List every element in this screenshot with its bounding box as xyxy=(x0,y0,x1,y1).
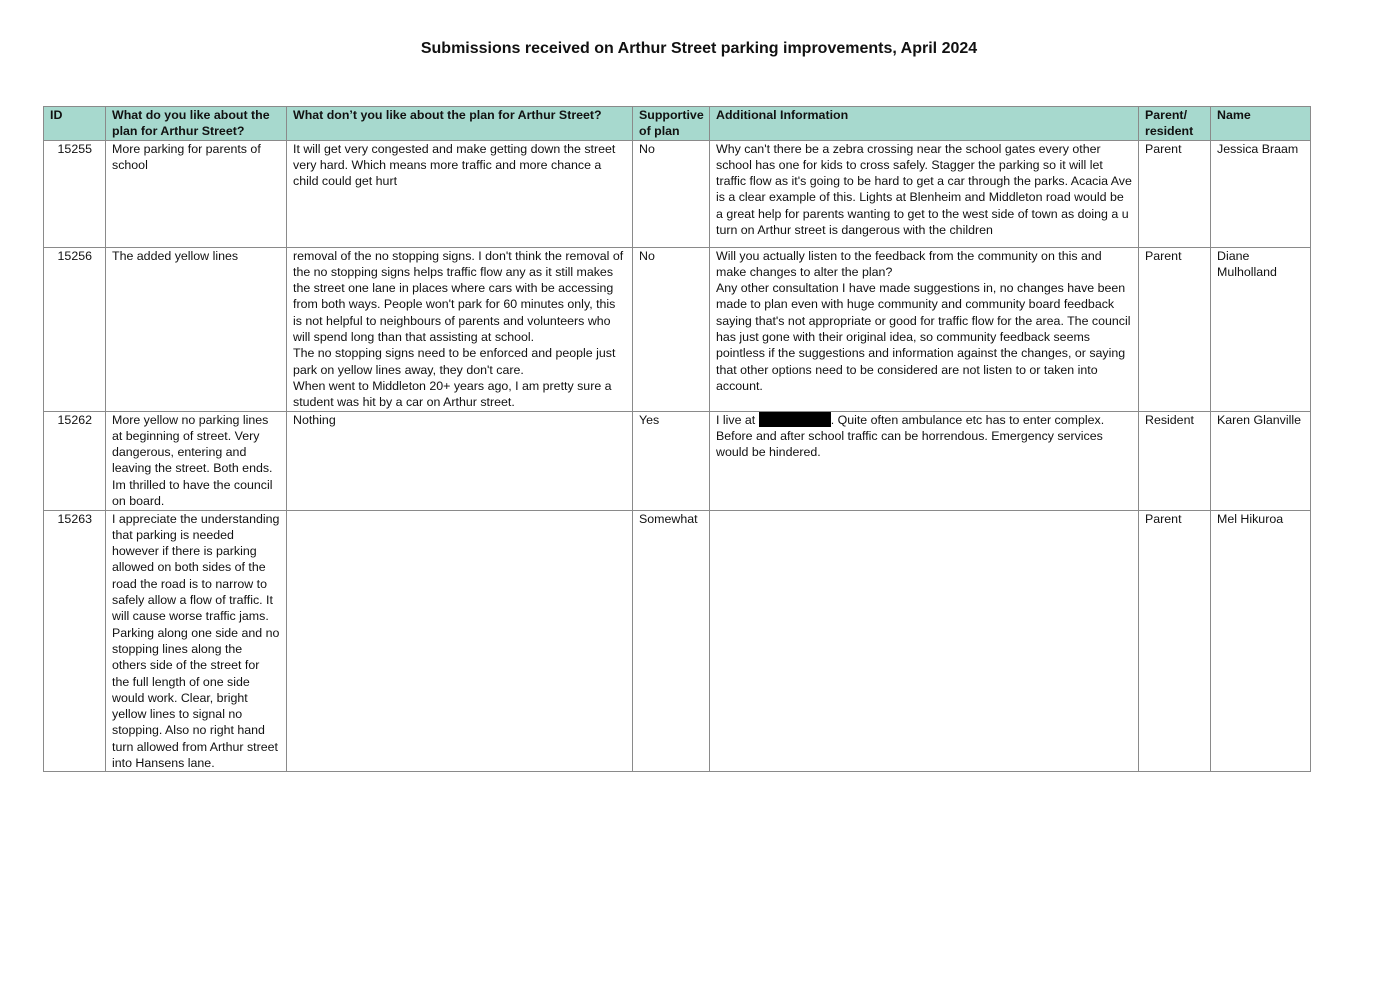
header-name: Name xyxy=(1211,107,1311,141)
header-id: ID xyxy=(44,107,106,141)
cell-parent-resident: Parent xyxy=(1139,140,1211,247)
cell-id: 15262 xyxy=(44,411,106,510)
additional-text-before-redaction: I live at xyxy=(716,412,759,427)
cell-parent-resident: Parent xyxy=(1139,247,1211,411)
cell-like: More yellow no parking lines at beginning of street. Very dangerous, entering and leaving the street. Both ends. Im thrilled to have the council on board. xyxy=(106,411,287,510)
header-like: What do you like about the plan for Arthur Street? xyxy=(106,107,287,141)
cell-name: Mel Hikuroa xyxy=(1211,510,1311,772)
page-title: Submissions received on Arthur Street parking improvements, April 2024 xyxy=(420,40,978,57)
cell-supportive: No xyxy=(633,140,710,247)
cell-additional-information: Will you actually listen to the feedback from the community on this and make changes to alter the plan? Any other consultation I have made suggestions in, no changes have been made to plan even with huge community and community board feedback saying that's not appropriate or good for traffic flow for the area. The council has just gone with their original idea, so community feedback seems pointless if the suggestions and information against the changes, or saying that other options need to be considered are not listen to or taken into account. xyxy=(710,247,1139,411)
cell-dislike: It will get very congested and make getting down the street very hard. Which means more traffic and more chance a child could get hurt xyxy=(287,140,633,247)
cell-name: Diane Mulholland xyxy=(1211,247,1311,411)
cell-additional-information xyxy=(710,510,1139,772)
table-header-row xyxy=(44,107,1311,141)
header-supportive: Supportive of plan xyxy=(633,107,710,141)
cell-like: I appreciate the understanding that parking is needed however if there is parking allowed on both sides of the road the road is to narrow to safely allow a flow of traffic. It will cause worse traffic jams. Parking along one side and no stopping lines along the others side of the street for the full length of one side would work. Clear, bright yellow lines to signal no stopping. Also no right hand turn allowed from Arthur street into Hansens lane. xyxy=(106,510,287,772)
table-row xyxy=(44,247,1311,411)
cell-id: 15256 xyxy=(44,247,106,411)
cell-like: More parking for parents of school xyxy=(106,140,287,247)
cell-dislike: Nothing xyxy=(287,411,633,510)
cell-supportive: No xyxy=(633,247,710,411)
header-dislike: What don’t you like about the plan for Arthur Street? xyxy=(287,107,633,141)
cell-additional-information xyxy=(710,411,1139,510)
cell-id: 15263 xyxy=(44,510,106,772)
cell-supportive: Somewhat xyxy=(633,510,710,772)
cell-parent-resident: Parent xyxy=(1139,510,1211,772)
table-row xyxy=(44,140,1311,247)
cell-name: Jessica Braam xyxy=(1211,140,1311,247)
cell-supportive: Yes xyxy=(633,411,710,510)
header-parent-resident: Parent/ resident xyxy=(1139,107,1211,141)
cell-name: Karen Glanville xyxy=(1211,411,1311,510)
cell-like: The added yellow lines xyxy=(106,247,287,411)
additional-text-after-redaction: . Quite often ambulance etc has to enter complex. Before and after school traffic can be horrendous. Emergency services would be hindered. xyxy=(716,412,1105,460)
cell-additional-information: Why can't there be a zebra crossing near the school gates every other school has one for kids to cross safely. Stagger the parking so it will let traffic flow as it's going to be hard to get a car through the parks. Acacia Ave is a clear example of this. Lights at Blenheim and Middleton road would be a great help for parents wanting to get to the west side of town as doing a u turn on Arthur street is dangerous with the children xyxy=(710,140,1139,247)
table-row xyxy=(44,411,1311,510)
cell-id: 15255 xyxy=(44,140,106,247)
cell-parent-resident: Resident xyxy=(1139,411,1211,510)
submissions-table xyxy=(43,106,1311,772)
header-additional-information: Additional Information xyxy=(710,107,1139,141)
cell-dislike xyxy=(287,510,633,772)
table-row xyxy=(44,510,1311,772)
cell-dislike: removal of the no stopping signs. I don't think the removal of the no stopping signs helps traffic flow any as it still makes the street one lane in places where cars with be accessing from both ways. People won't park for 60 minutes only, this is not helpful to neighbours of parents and volunteers who will spend long than that assisting at school. The no stopping signs need to be enforced and people just park on yellow lines away, they don't care. When went to Middleton 20+ years ago, I am pretty sure a student was hit by a car on Arthur street. xyxy=(287,247,633,411)
redaction-block xyxy=(759,412,831,427)
